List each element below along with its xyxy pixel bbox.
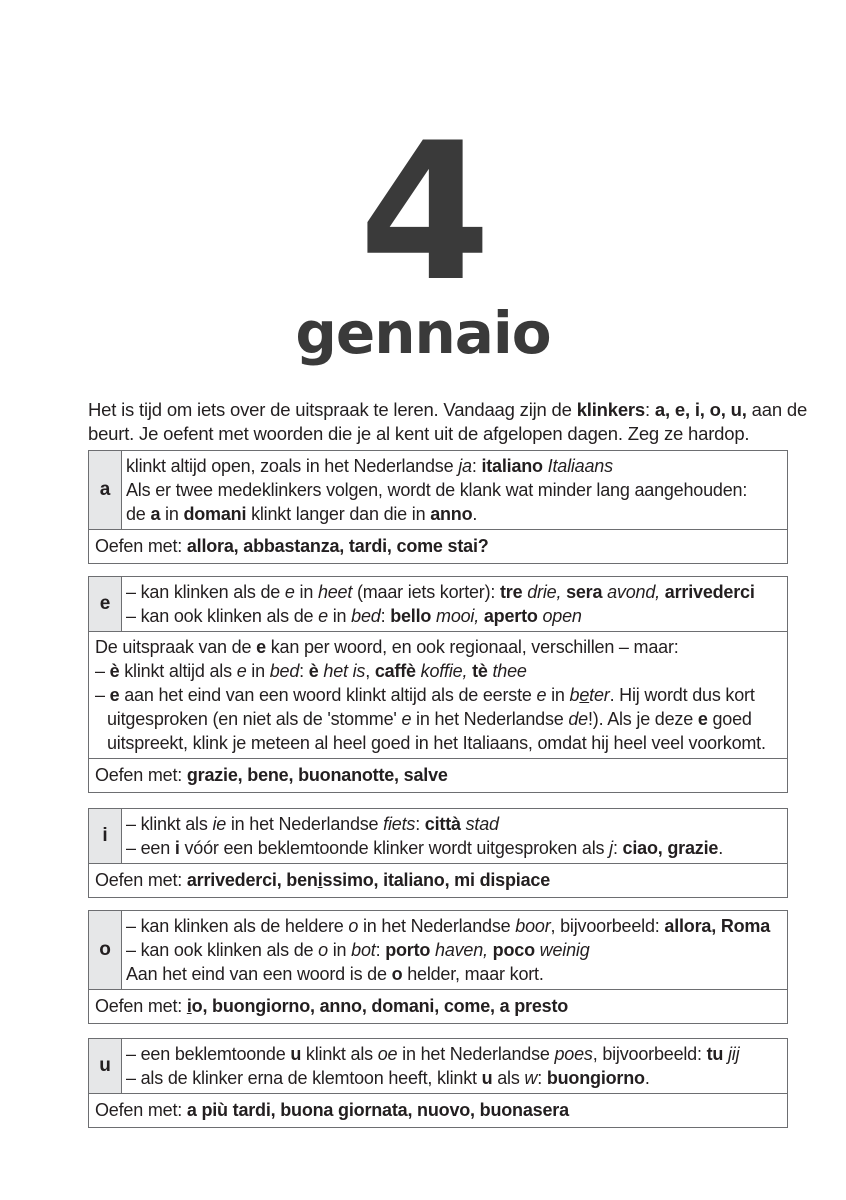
vowel-box-e: [88, 576, 788, 793]
italian-word: italiano: [481, 456, 543, 476]
practice-label: Oefen met:: [95, 996, 187, 1016]
vowel-box-i: [88, 808, 788, 898]
desc-line: [126, 1066, 739, 1090]
text: in het Nederlandse: [411, 709, 569, 729]
vowel-description: [122, 911, 776, 989]
text: . Hij wordt dus kort: [609, 685, 755, 705]
text: :: [537, 1068, 547, 1088]
text: (maar iets korter):: [352, 582, 500, 602]
text: in het Nederlandse: [358, 916, 516, 936]
note-line: [95, 707, 781, 731]
desc-line: [126, 938, 770, 962]
desc-line: [126, 812, 723, 836]
italic-text: e: [401, 709, 412, 729]
vowel-letter: a: [89, 451, 122, 529]
vowel-description: [122, 577, 761, 631]
desc-line: [126, 604, 755, 628]
intro-text: :: [645, 399, 655, 420]
underlined-letter: e: [579, 685, 590, 705]
desc-line: [126, 454, 747, 478]
text: in: [246, 661, 270, 681]
italic-text: bed: [351, 606, 381, 626]
bold-text: a: [150, 504, 161, 524]
text: vóór een beklemtoonde klinker wordt uitgesproken als: [179, 838, 610, 858]
bold-text: e: [109, 685, 120, 705]
italic-text: bot: [351, 940, 376, 960]
italian-word: tu: [706, 1044, 724, 1064]
translation: stad: [460, 814, 499, 834]
translation: drie,: [522, 582, 562, 602]
text: klinkt als: [301, 1044, 378, 1064]
text: de: [126, 504, 151, 524]
practice-words: grazie, bene, buonanotte, salve: [186, 765, 448, 785]
text: –: [95, 661, 110, 681]
text: goed: [707, 709, 752, 729]
intro-line-2: beurt. Je oefent met woorden die je al kent uit de afgelopen dagen. Zeg ze hardop.: [88, 423, 750, 444]
italian-word: aperto: [483, 606, 538, 626]
translation: mooi,: [431, 606, 480, 626]
italian-word: è: [308, 661, 319, 681]
intro-line-1: [88, 398, 808, 422]
italic-text: e: [536, 685, 547, 705]
practice-words: allora, abbastanza, tardi, come stai?: [186, 536, 489, 556]
text: – een beklemtoonde: [126, 1044, 291, 1064]
practice-label: Oefen met:: [95, 1100, 187, 1120]
translation: Italiaans: [547, 456, 613, 476]
text: .: [472, 504, 478, 524]
text: – een: [126, 838, 175, 858]
translation: koffie,: [415, 661, 468, 681]
text: .: [718, 838, 724, 858]
italic-text: de: [568, 709, 588, 729]
text: – kan klinken als de heldere: [126, 916, 349, 936]
bold-text: e: [697, 709, 708, 729]
practice-words: [187, 870, 550, 890]
text: klinkt langer dan die in: [246, 504, 431, 524]
text: arrivederci, ben: [186, 870, 318, 890]
italian-word: sera: [566, 582, 603, 602]
italic-text: j: [609, 838, 613, 858]
note-line: uitspreekt, klink je meteen al heel goed in het Italiaans, omdat hij heel veel voorkomt.: [107, 733, 766, 753]
text: De uitspraak van de: [95, 637, 257, 657]
text: b: [569, 685, 580, 705]
italian-word: tè: [472, 661, 488, 681]
desc-line: Als er twee medeklinkers volgen, wordt de klank wat minder lang aangehouden:: [126, 480, 748, 500]
italic-word: [570, 685, 610, 705]
italian-word: bello: [390, 606, 432, 626]
desc-line: [126, 502, 747, 526]
bold-text: u: [290, 1044, 302, 1064]
text: :: [380, 606, 391, 626]
bold-text: i: [174, 838, 180, 858]
bold-text: è: [109, 661, 120, 681]
italian-word: anno: [430, 504, 473, 524]
text: helder, maar kort.: [402, 964, 544, 984]
text: in: [294, 582, 318, 602]
text: – kan klinken als de: [126, 582, 285, 602]
note-line: [95, 659, 781, 683]
day-number: 4: [358, 102, 488, 323]
text: in: [546, 685, 570, 705]
text: aan het eind van een woord klinkt altijd als de eerste: [119, 685, 537, 705]
month-title: gennaio: [295, 299, 551, 367]
vowel-description: [122, 451, 753, 529]
text: ,: [365, 661, 375, 681]
text: :: [299, 661, 309, 681]
text: ter: [589, 685, 610, 705]
text: – kan ook klinken als de: [126, 940, 319, 960]
text: , bijvoorbeeld:: [592, 1044, 707, 1064]
italic-text: ie: [212, 814, 227, 834]
text: in: [160, 504, 184, 524]
vowel-letter: o: [89, 911, 122, 989]
text: :: [415, 814, 425, 834]
underlined-letter: i: [186, 996, 192, 1016]
text: ssimo, italiano, mi dispiace: [322, 870, 551, 890]
intro-paragraph: [88, 398, 808, 446]
text: in het Nederlandse: [397, 1044, 555, 1064]
text: :: [375, 940, 386, 960]
vowel-description: [122, 1039, 745, 1093]
italian-word: arrivederci: [664, 582, 755, 602]
text: in: [327, 606, 352, 626]
italic-text: e: [236, 661, 247, 681]
translation: avond,: [602, 582, 660, 602]
text: :: [471, 456, 482, 476]
practice-label: Oefen met:: [95, 870, 187, 890]
desc-line: [126, 914, 770, 938]
vowel-box-a: [88, 450, 788, 564]
text: – als de klinker erna de klemtoon heeft, klinkt: [126, 1068, 482, 1088]
vowel-letter: i: [89, 809, 122, 863]
text: kan per woord, en ook regionaal, verschillen – maar:: [265, 637, 679, 657]
desc-line: [126, 836, 723, 860]
italic-text: heet: [317, 582, 353, 602]
practice-label: Oefen met:: [95, 765, 187, 785]
vowel-letter: e: [89, 577, 122, 631]
text: Aan het eind van een woord is de: [126, 964, 392, 984]
italian-word: città: [424, 814, 461, 834]
italian-word: caffè: [374, 661, 416, 681]
practice-row: [89, 864, 787, 897]
italian-word: poco: [492, 940, 535, 960]
note-line: [95, 635, 781, 659]
underlined-letter: i: [317, 870, 323, 890]
translation: haven,: [430, 940, 488, 960]
italic-text: w: [524, 1068, 538, 1088]
practice-words: [187, 996, 568, 1016]
italic-text: o: [348, 916, 359, 936]
desc-line: [126, 962, 770, 986]
practice-words: a più tardi, buona giornata, nuovo, buonasera: [186, 1100, 569, 1120]
italian-word: domani: [183, 504, 247, 524]
bold-text: e: [256, 637, 266, 657]
italic-text: bed: [269, 661, 300, 681]
text: !). Als je deze: [587, 709, 698, 729]
desc-line: [126, 580, 755, 604]
vowel-box-o: [88, 910, 788, 1024]
italian-word: allora, Roma: [664, 916, 771, 936]
text: :: [612, 838, 623, 858]
text: .: [644, 1068, 650, 1088]
italic-text: boor: [515, 916, 551, 936]
translation: open: [537, 606, 582, 626]
vowel-letter: u: [89, 1039, 122, 1093]
pronunciation-notes: [89, 632, 787, 759]
bold-text: u: [481, 1068, 493, 1088]
text: o, buongiorno, anno, domani, come, a presto: [191, 996, 569, 1016]
translation: jij: [723, 1044, 740, 1064]
intro-text: Het is tijd om iets over de uitspraak te leren. Vandaag zijn de: [88, 399, 577, 420]
desc-line: [126, 1042, 739, 1066]
italic-text: poes: [554, 1044, 593, 1064]
practice-row: [89, 1094, 787, 1127]
practice-row: [89, 530, 787, 563]
intro-bold: klinkers: [576, 399, 646, 420]
italic-text: fiets: [383, 814, 416, 834]
italian-word: ciao, grazie: [622, 838, 719, 858]
italic-text: o: [318, 940, 328, 960]
practice-row: [89, 759, 787, 792]
text: klinkt altijd open, zoals in het Nederlandse: [126, 456, 459, 476]
note-line: [95, 683, 781, 707]
italian-word: porto: [385, 940, 431, 960]
translation: weinig: [534, 940, 590, 960]
translation: thee: [487, 661, 527, 681]
vowel-description: [122, 809, 729, 863]
text: uitgesproken (en niet als de 'stomme': [107, 709, 402, 729]
text: in het Nederlandse: [226, 814, 384, 834]
italic-text: ja: [458, 456, 472, 476]
practice-label: Oefen met:: [95, 536, 187, 556]
translation: het is: [318, 661, 366, 681]
vowel-box-u: [88, 1038, 788, 1128]
text: – klinkt als: [126, 814, 213, 834]
text: als: [492, 1068, 525, 1088]
italic-text: e: [284, 582, 295, 602]
text: , bijvoorbeeld:: [550, 916, 665, 936]
text: in: [327, 940, 352, 960]
italian-word: buongiorno: [546, 1068, 645, 1088]
text: – kan ook klinken als de: [126, 606, 319, 626]
italian-word: tre: [500, 582, 523, 602]
italic-text: oe: [377, 1044, 398, 1064]
text: –: [95, 685, 110, 705]
italic-text: e: [318, 606, 328, 626]
text: klinkt altijd als: [119, 661, 237, 681]
practice-row: [89, 990, 787, 1023]
vowels-list: a, e, i, o, u,: [654, 399, 747, 420]
bold-text: o: [391, 964, 403, 984]
intro-text: aan de: [746, 399, 808, 420]
